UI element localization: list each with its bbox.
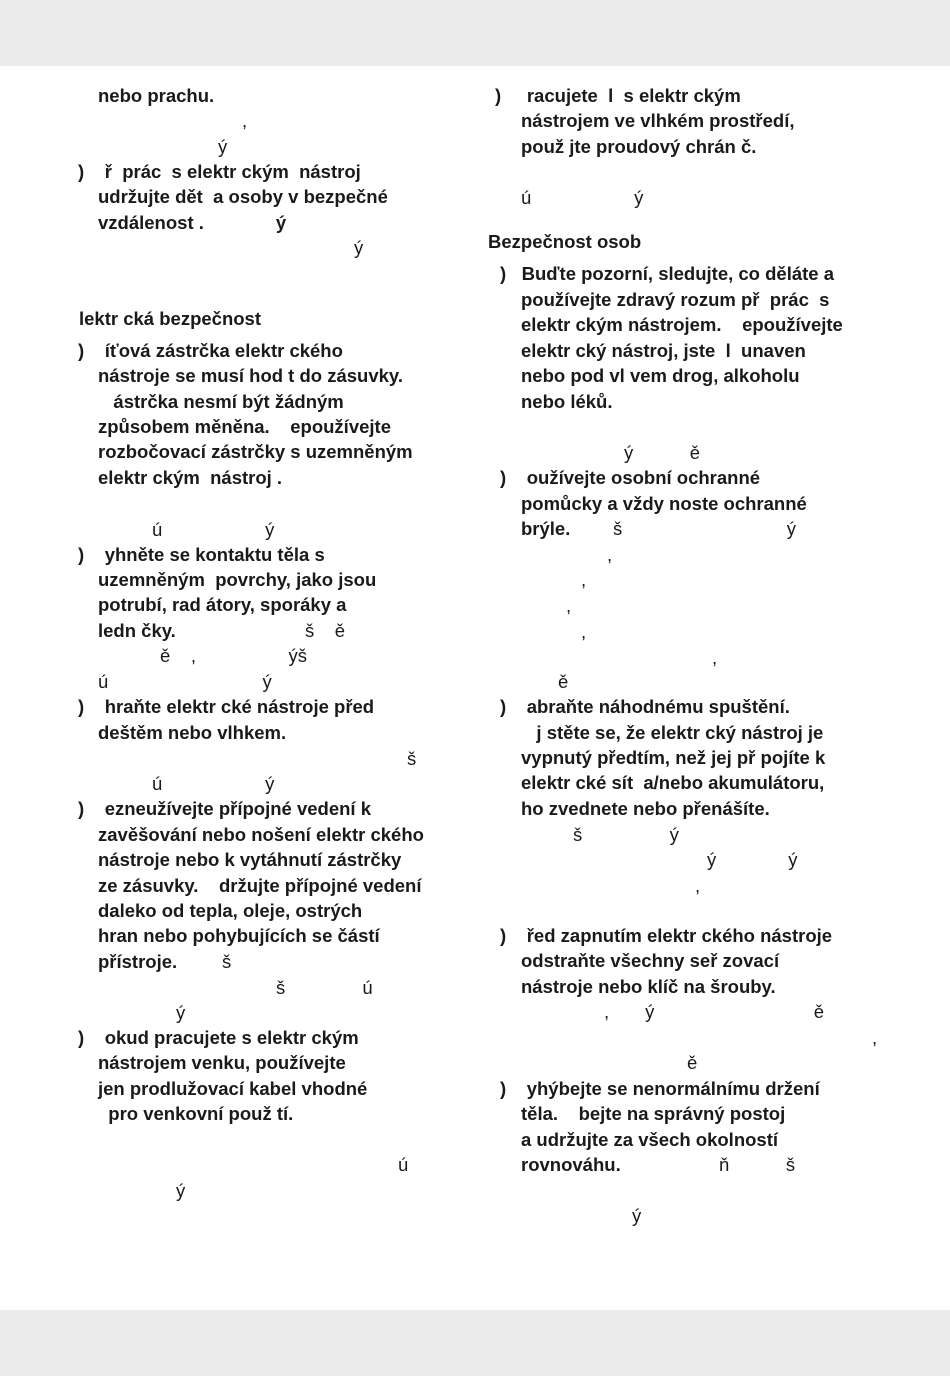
- text-line: pro venkovní použ tí.: [98, 1103, 294, 1124]
- text-line: ) yhněte se kontaktu těla s: [78, 544, 325, 565]
- text-line: elektr cký nástroj, jste l unaven: [521, 340, 806, 361]
- text-line: ,: [607, 544, 613, 565]
- text-line: š: [407, 748, 417, 769]
- text-line: uzemněným povrchy, jako jsou: [98, 569, 377, 590]
- text-line: pomůcky a vždy noste ochranné: [521, 493, 807, 514]
- text-line: ě , ýš: [160, 645, 308, 666]
- text-line: ý: [354, 237, 364, 258]
- text-line: ú: [398, 1154, 409, 1175]
- text-line: nebo pod vl vem drog, alkoholu: [521, 365, 800, 386]
- text-line: ) oužívejte osobní ochranné: [500, 467, 761, 488]
- text-line: ho zvednete nebo přenášíte.: [521, 798, 770, 819]
- text-line: elektr ckým nástroj .: [98, 467, 283, 488]
- text-line: š ú: [276, 977, 373, 998]
- text-line: a udržujte za všech okolností: [521, 1129, 779, 1150]
- text-line: těla. bejte na správný postoj: [521, 1103, 786, 1124]
- text-line: ) hraňte elektr cké nástroje před: [78, 696, 375, 717]
- text-line: nástrojem ve vlhkém prostředí,: [521, 110, 795, 131]
- text-line: elektr ckým nástrojem. epoužívejte: [521, 314, 843, 335]
- text-line: hran nebo pohybujících se částí: [98, 925, 380, 946]
- text-line: ,: [566, 595, 572, 616]
- text-line: vzdálenost . ý: [98, 212, 287, 233]
- text-line: zavěšování nebo nošení elektr ckého: [98, 824, 424, 845]
- text-line: ú ý: [152, 773, 275, 794]
- text-line: ý: [176, 1002, 186, 1023]
- text-line: , ý ě: [604, 1001, 824, 1022]
- text-line: použ jte proudový chrán č.: [521, 136, 757, 157]
- text-line: Bezpečnost osob: [488, 231, 642, 252]
- text-line: š ě: [305, 620, 346, 641]
- text-line: ) okud pracujete s elektr ckým: [78, 1027, 359, 1048]
- text-line: ,: [581, 621, 587, 642]
- text-line: nástrojem venku, používejte: [98, 1052, 346, 1073]
- text-line: lektr cká bezpečnost: [79, 308, 261, 329]
- text-line: ) řed zapnutím elektr ckého nástroje: [500, 925, 833, 946]
- text-line: elektr cké sít a/nebo akumulátoru,: [521, 772, 825, 793]
- text-line: ) ezneužívejte přípojné vedení k: [78, 798, 371, 819]
- text-line: š ý: [573, 824, 679, 845]
- text-line: nástroje nebo k vytáhnutí zástrčky: [98, 849, 402, 870]
- text-line: ě: [687, 1052, 698, 1073]
- bottom-margin-band: [0, 1310, 950, 1376]
- text-line: deštěm nebo vlhkem.: [98, 722, 287, 743]
- text-line: ú ý: [152, 519, 275, 540]
- text-line: vypnutý předtím, než jej př pojíte k: [521, 747, 826, 768]
- text-line: ,: [712, 647, 718, 668]
- text-line: používejte zdravý rozum př prác s: [521, 289, 830, 310]
- text-line: jen prodlužovací kabel vhodné: [98, 1078, 368, 1099]
- text-line: ý: [632, 1205, 642, 1226]
- text-line: ze zásuvky. držujte přípojné vedení: [98, 875, 422, 896]
- text-line: udržujte dět a osoby v bezpečné: [98, 186, 388, 207]
- text-line: rovnováhu.: [521, 1154, 621, 1175]
- text-line: ) abraňte náhodnému spuštění.: [500, 696, 790, 717]
- text-line: ú ý: [98, 671, 272, 692]
- text-line: ý ě: [624, 442, 701, 463]
- text-line: ,: [242, 110, 248, 131]
- text-line: j stěte se, že elektr cký nástroj je: [521, 722, 824, 743]
- text-line: potrubí, rad átory, sporáky a: [98, 594, 347, 615]
- text-line: ě: [558, 671, 569, 692]
- text-line: přístroje.: [98, 951, 178, 972]
- text-line: nástroje se musí hod t do zásuvky.: [98, 365, 403, 386]
- text-line: nebo prachu.: [98, 85, 215, 106]
- text-line: ) Buďte pozorní, sledujte, co děláte a: [500, 263, 835, 284]
- text-line: ,: [695, 875, 701, 896]
- text-line: ,: [581, 569, 587, 590]
- text-line: š: [222, 951, 232, 972]
- text-line: ý: [176, 1180, 186, 1201]
- text-line: ) íťová zástrčka elektr ckého: [78, 340, 343, 361]
- text-line: ,: [872, 1027, 878, 1048]
- text-line: rozbočovací zástrčky s uzemněným: [98, 441, 413, 462]
- text-line: daleko od tepla, oleje, ostrých: [98, 900, 363, 921]
- text-line: ledn čky.: [98, 620, 176, 641]
- text-line: ý: [218, 136, 228, 157]
- text-line: nebo léků.: [521, 391, 613, 412]
- text-line: brýle.: [521, 518, 571, 539]
- text-line: ástrčka nesmí být žádným: [98, 391, 344, 412]
- text-line: ú ý: [521, 187, 644, 208]
- text-line: ý ý: [707, 849, 798, 870]
- text-line: ) yhýbejte se nenormálnímu držení: [500, 1078, 820, 1099]
- top-margin-band: [0, 0, 950, 66]
- text-line: ň š: [719, 1154, 796, 1175]
- text-line: ) racujete l s elektr ckým: [495, 85, 741, 106]
- text-line: nástroje nebo klíč na šrouby.: [521, 976, 776, 997]
- text-line: způsobem měněna. epoužívejte: [98, 416, 391, 437]
- text-line: ) ř prác s elektr ckým nástroj: [78, 161, 361, 182]
- text-line: odstraňte všechny seř zovací: [521, 950, 780, 971]
- text-line: š ý: [613, 518, 796, 539]
